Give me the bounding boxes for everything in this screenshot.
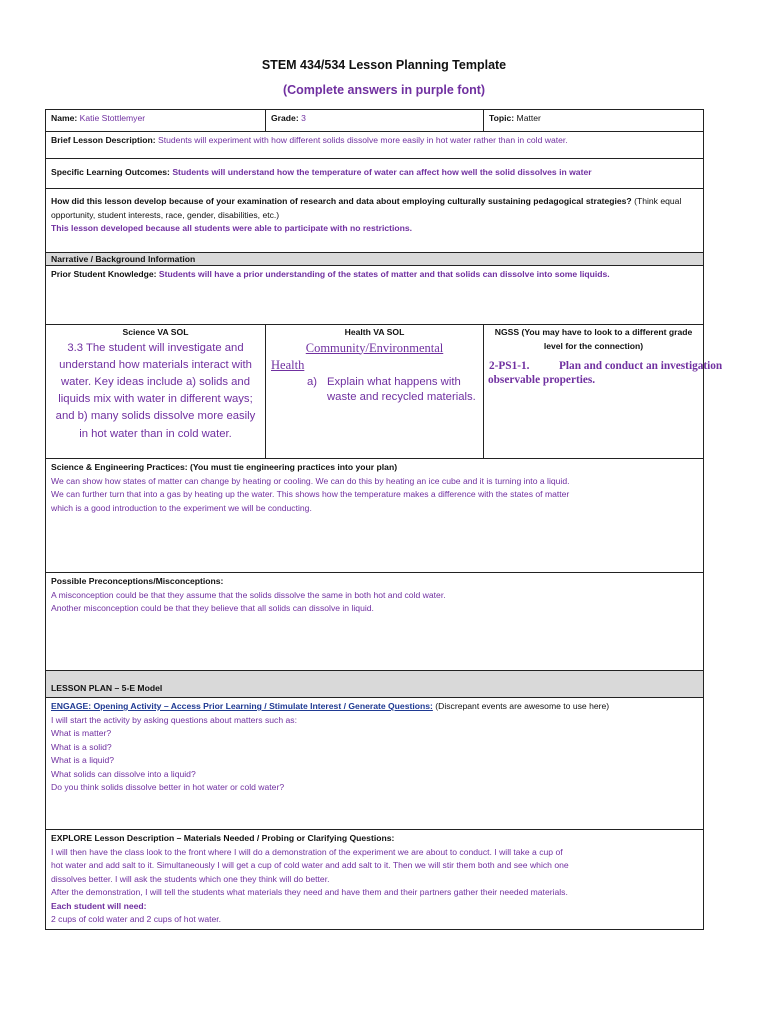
engage-line: What is a solid? <box>51 741 112 752</box>
brief-label: Brief Lesson Description <box>51 135 153 145</box>
name-label: Name: <box>51 113 78 123</box>
health-sol-header: Health VA SOL <box>344 327 405 337</box>
science-sol-text: 3.3 The student will investigate and understand how materials interact with water. Key ideas include a) solids and liquids mix with water in different ways; and b) many solids dissolve more easily in hot water than in cold water. <box>55 341 256 440</box>
practices-line: We can show how states of matter can change by heating or cooling. We can do this by heating an ice cube and it is turning into a liquid. <box>51 475 570 486</box>
ngss-header: NGSS (You may have to look to a different grade level for the connection) <box>494 327 693 351</box>
explore-need-label: Each student will need: <box>51 900 147 911</box>
standards-row <box>46 325 704 459</box>
health-title-1: Community/Environmental <box>305 340 444 355</box>
engage-row <box>46 698 704 830</box>
explore-row <box>46 830 704 930</box>
misconceptions-label: Possible Preconceptions/Misconceptions: <box>51 576 224 586</box>
explore-line: hot water and add salt to it. Simultaneously I will get a cup of cold water and add salt to it. Then we will stir them both and see which one <box>51 860 569 870</box>
outcomes-value: Students will understand how the temperature of water can affect how well the solid dissolves in water <box>172 167 592 177</box>
ngss-code: 2-PS1-1. <box>489 360 530 372</box>
explore-line: dissolves better. I will ask the students which one they think will do better. <box>51 873 330 884</box>
explore-label: EXPLORE Lesson Description – Materials Needed / Probing or Clarifying Questions: <box>51 833 395 843</box>
science-sol-cell <box>46 325 266 459</box>
lesson-plan-row <box>46 671 704 698</box>
health-objective-marker: a) <box>307 375 318 388</box>
info-row <box>46 110 704 132</box>
explore-need-value: 2 cups of cold water and 2 cups of hot water. <box>51 914 222 924</box>
narrative-cell <box>46 253 704 266</box>
misconception-line: A misconception could be that they assume that the solids dissolve the same in both hot and cold water. <box>51 589 446 600</box>
prior-row <box>46 266 704 325</box>
grade-cell <box>266 110 484 132</box>
explore-line: After the demonstration, I will tell the students what materials they need and have them and their partners gather their needed materials. <box>51 887 568 897</box>
health-objective-item <box>271 375 478 406</box>
practices-row <box>46 459 704 573</box>
engage-line: What is a liquid? <box>51 755 115 765</box>
engage-line: Do you think solids dissolve better in hot water or cold water? <box>51 782 285 792</box>
practices-line: which is a good introduction to the experiment we will be conducting. <box>51 502 312 513</box>
practices-label: Science & Engineering Practices: (You must tie engineering practices into your plan) <box>51 462 398 472</box>
topic-label: Topic: <box>489 113 515 123</box>
culture-answer: This lesson developed because all students were able to participate with no restrictions. <box>51 223 413 233</box>
grade-value: 3 <box>301 113 306 123</box>
topic-cell <box>484 110 704 132</box>
grade-label: Grade: <box>271 113 299 123</box>
ngss-text-1: Plan and conduct an investigation <box>559 360 723 372</box>
lesson-plan-label: LESSON PLAN – 5-E Model <box>51 682 163 693</box>
health-objective-text: Explain what happens with waste and recycled materials. <box>327 375 476 403</box>
engage-line: I will start the activity by asking questions about matters such as: <box>51 714 297 725</box>
practices-cell <box>46 459 704 573</box>
prior-label: Prior Student Knowledge: <box>51 269 157 279</box>
prior-value: Students will have a prior understanding of the states of matter and that solids can dissolve into some liquids. <box>158 269 610 279</box>
ngss-cell <box>484 325 723 459</box>
science-sol-header: Science VA SOL <box>122 327 189 337</box>
narrative-row <box>46 253 704 266</box>
practices-line: We can further turn that into a gas by heating up the water. This shows how the temperature makes a difference with the states of matter <box>51 489 570 499</box>
misconceptions-cell <box>46 573 704 671</box>
lesson-plan-table <box>45 109 723 930</box>
explore-cell <box>46 830 704 930</box>
brief-value: Students will experiment with how different solids dissolve more easily in hot water rather than in cold water. <box>157 135 568 145</box>
ngss-standard <box>488 359 723 373</box>
page-title: STEM 434/534 Lesson Planning Template <box>261 58 507 72</box>
ngss-text-2: observable properties. <box>488 374 596 386</box>
culture-hint: (Think equal opportunity, student interests, race, gender, disabilities, etc.) <box>51 196 682 220</box>
brief-cell: Brief Lesson Description: Students will experiment with how different solids dissolve more easily in hot water rather than in cold water. <box>46 132 704 159</box>
engage-line: What is matter? <box>51 728 112 738</box>
culture-row <box>46 189 704 253</box>
narrative-label: Narrative / Background Information <box>51 254 196 264</box>
engage-hint: (Discrepant events are awesome to use here) <box>432 701 610 711</box>
prior-cell <box>46 266 704 325</box>
topic-value: Matter <box>516 113 541 123</box>
health-title-2: Health <box>271 357 305 372</box>
outcomes-row <box>46 159 704 189</box>
engage-cell <box>46 698 704 830</box>
misconceptions-row <box>46 573 704 671</box>
outcomes-cell <box>46 159 704 189</box>
health-objectives-list <box>271 375 478 406</box>
outcomes-label: Specific Learning Outcomes: <box>51 167 170 177</box>
health-sol-cell <box>266 325 484 459</box>
culture-question: How did this lesson develop because of your examination of research and data about employing culturally sustaining pedagogical strategies? <box>51 196 632 206</box>
engage-line: What solids can dissolve into a liquid? <box>51 768 196 779</box>
lesson-plan-cell <box>46 671 704 698</box>
misconception-line: Another misconception could be that they believe that all solids can dissolve in liquid. <box>51 603 374 613</box>
page-subtitle: (Complete answers in purple font) <box>282 83 486 97</box>
brief-row <box>46 132 704 159</box>
name-cell <box>46 110 266 132</box>
explore-line: I will then have the class look to the front where I will do a demonstration of the experiment we are about to conduct. I will take a cup of <box>51 846 563 857</box>
name-value: Katie Stottlemyer <box>79 113 146 123</box>
culture-cell <box>46 189 704 253</box>
engage-label: ENGAGE: Opening Activity – Access Prior Learning / Stimulate Interest / Generate Questions: <box>51 701 433 711</box>
